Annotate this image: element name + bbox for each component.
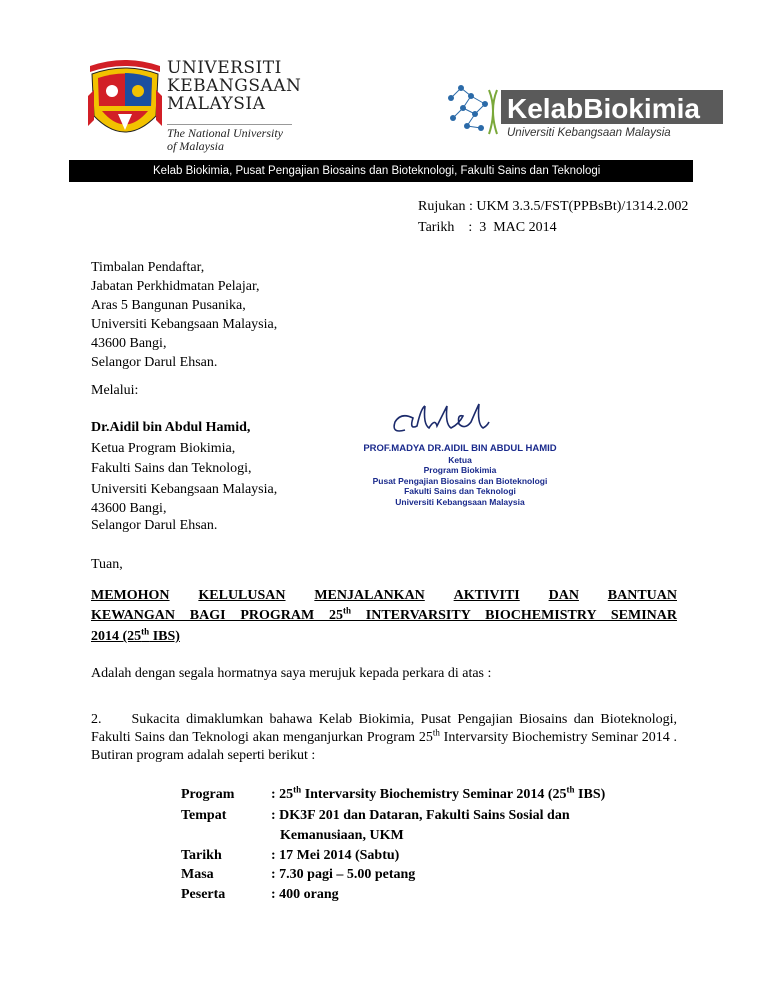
subject-text: 2014 (25 [91,629,142,644]
detail-value-tarikh: : 17 Mei 2014 (Sabtu) [271,848,400,863]
subject-word: MEMOHON [91,588,170,603]
para-number: 2. [91,712,102,727]
subject-line-1 [91,586,677,605]
via-line: 43600 Bangi, [91,501,167,516]
subject-text: KEWANGAN BAGI PROGRAM 25 [91,608,343,623]
tarikh-line: Tarikh : 3 MAC 2014 [418,220,557,235]
stamp-line: Universiti Kebangsaan Malaysia [395,496,525,507]
stamp-line: Pusat Pengajian Biosains dan Bioteknologi [372,475,548,486]
para-sup: th [432,727,440,738]
para-text: Intervarsity Biochemistry Seminar 2014 . Butiran program adalah seperti berikut : [91,730,677,763]
univ-sub2: of Malaysia [167,139,224,153]
detail-text: IBS) [574,787,606,802]
via-address [91,418,277,534]
subject-line-3 [91,627,180,646]
ukm-crest-logo [88,56,162,146]
detail-value-program [271,785,605,805]
stamp-line: Ketua [448,454,472,465]
kelab-biokimia-logo [441,80,723,142]
subject-word: BANTUAN [607,588,677,603]
official-stamp [345,444,575,507]
detail-value-tempat: : DK3F 201 dan Dataran, Fakulti Sains Sosial dan [271,808,570,823]
salutation: Tuan, [91,557,123,572]
detail-text: Intervarsity Biochemistry Seminar 2014 (25 [301,787,567,802]
stamp-line: Fakulti Sains dan Teknologi [404,486,516,496]
recipient-line: Aras 5 Bangunan Pusanika, [91,298,246,313]
reference-block [418,196,688,238]
univ-divider [167,124,292,125]
subject-sup: th [141,626,150,637]
via-line: Fakulti Sains dan Teknologi, [91,461,252,476]
recipient-line: Timbalan Pendaftar, [91,260,205,275]
univ-line1: UNIVERSITI [167,58,282,78]
via-line: Universiti Kebangsaan Malaysia, [91,481,278,497]
rujukan-line: Rujukan : UKM 3.3.5/FST(PPBsBt)/1314.2.002 [418,199,689,214]
letterhead-banner: Kelab Biokimia, Pusat Pengajian Biosains dan Bioteknologi, Fakulti Sains dan Teknologi [69,160,693,182]
via-label: Melalui: [91,383,139,398]
detail-text: : 25 [271,787,294,802]
recipient-address [91,258,277,372]
detail-value-tempat-2: Kemanusiaan, UKM [280,828,404,843]
detail-label-tempat: Tempat [181,808,227,823]
subject-text: IBS) [149,629,180,644]
detail-value-peserta: : 400 orang [271,887,339,902]
stamp-line: Program Biokimia [423,465,497,475]
via-line: Ketua Program Biokimia, [91,440,236,456]
via-name: Dr.Aidil bin Abdul Hamid, [91,420,251,435]
subject-word: MENJALANKAN [314,588,425,603]
subject-sup: th [342,605,351,616]
stamp-name: PROF.MADYA DR.AIDIL BIN ABDUL HAMID [363,443,557,454]
detail-label-program: Program [181,787,235,802]
detail-label-tarikh: Tarikh [181,848,222,863]
univ-line3: MALAYSIA [167,94,266,114]
subject-line-2 [91,606,677,625]
subject-word: AKTIVITI [453,588,520,603]
kelab-logo-sub: Universiti Kebangsaan Malaysia [507,127,671,139]
univ-line2: KEBANGSAAN [167,76,302,96]
university-name [167,60,301,114]
detail-sup: th [293,784,302,795]
subject-word: DAN [548,588,579,603]
subject-text: INTERVARSITY BIOCHEMISTRY SEMINAR [351,608,677,623]
detail-sup: th [566,784,575,795]
intro-paragraph: Adalah dengan segala hormatnya saya merujuk kepada perkara di atas : [91,666,492,681]
paragraph-2 [91,711,677,765]
university-subtitle [167,127,283,153]
recipient-line: 43600 Bangi, [91,336,167,351]
handwritten-signature [385,400,495,444]
univ-sub1: The National University [167,126,283,140]
recipient-line: Universiti Kebangsaan Malaysia, [91,317,278,332]
detail-value-masa: : 7.30 pagi – 5.00 petang [271,867,416,882]
via-line: Selangor Darul Ehsan. [91,518,218,533]
recipient-line: Selangor Darul Ehsan. [91,355,218,370]
subject-word: KELULUSAN [198,588,286,603]
kelab-logo-text: KelabBiokimia [507,93,700,124]
detail-label-masa: Masa [181,867,214,882]
para-text: Sukacita dimaklumkan bahawa Kelab Biokimia, Pusat Pengajian Biosains dan Bioteknologi, Fakulti Sains dan Teknologi akan menganjurkan Program 25 [91,712,677,745]
recipient-line: Jabatan Perkhidmatan Pelajar, [91,279,260,294]
detail-label-peserta: Peserta [181,887,226,902]
